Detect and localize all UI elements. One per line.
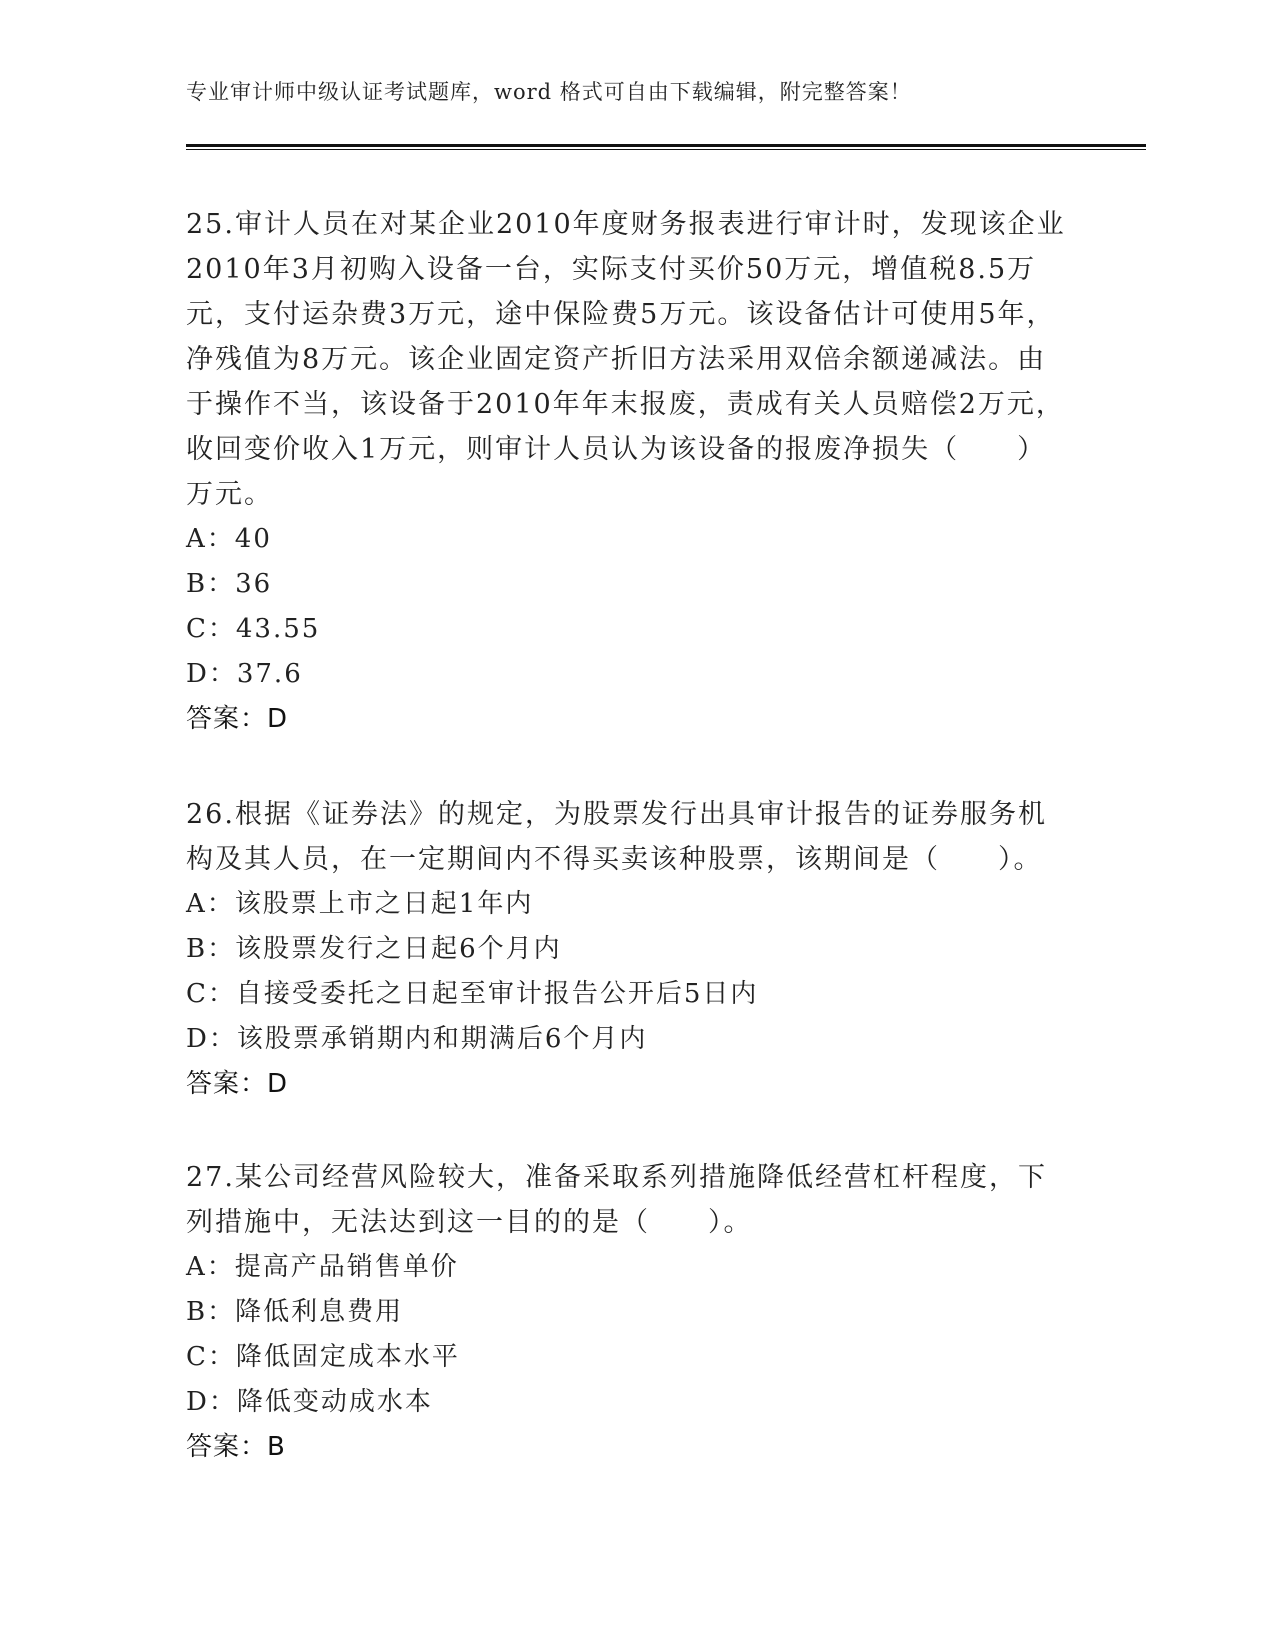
question-stem: 26.根据《证券法》的规定，为股票发行出具审计报告的证券服务机构及其人员，在一定期间内不得买卖该种股票，该期间是（ ）。 [186,799,1047,875]
option-c: C：自接受委托之日起至审计报告公开后5日内 [186,979,759,1009]
option-b: B：36 [186,569,273,599]
answer: 答案：B [186,1432,286,1462]
question-stem: 27.某公司经营风险较大，准备采取系列措施降低经营杠杆程度，下列措施中，无法达到这一目的的是（ ）。 [186,1162,1047,1238]
page-header: 专业审计师中级认证考试题库，word 格式可自由下载编辑，附完整答案！ [186,80,912,104]
option-d: D：该股票承销期内和期满后6个月内 [186,1024,648,1054]
option-a: A：40 [186,524,272,554]
question-25 [186,202,1066,742]
question-stem: 25.审计人员在对某企业2010年度财务报表进行审计时，发现该企业2010年3月初购入设备一台，实际支付买价50万元，增值税8.5万元，支付运杂费3万元，途中保险费5万元。该设备估计可使用5年，净残值为8万元。该企业固定资产折旧方法采用双倍余额递减法。由于操作不当，该设备于2010年年末报废，责成有关人员赔偿2万元，收回变价收入1万元，则审计人员认为该设备的报废净损失（ ）万元。 [186,209,1066,510]
option-d: D：降低变动成水本 [186,1387,433,1417]
answer: 答案：D [186,1069,289,1099]
question-26 [186,792,1066,1107]
question-27 [186,1155,1066,1470]
option-b: B：该股票发行之日起6个月内 [186,934,562,964]
option-c: C：43.55 [186,614,321,644]
option-a: A：提高产品销售单价 [186,1252,459,1282]
header-divider [186,144,1146,150]
option-c: C：降低固定成本水平 [186,1342,460,1372]
option-a: A：该股票上市之日起1年内 [186,889,534,919]
option-b: B：降低利息费用 [186,1297,404,1327]
option-d: D：37.6 [186,659,303,689]
answer: 答案：D [186,704,289,734]
